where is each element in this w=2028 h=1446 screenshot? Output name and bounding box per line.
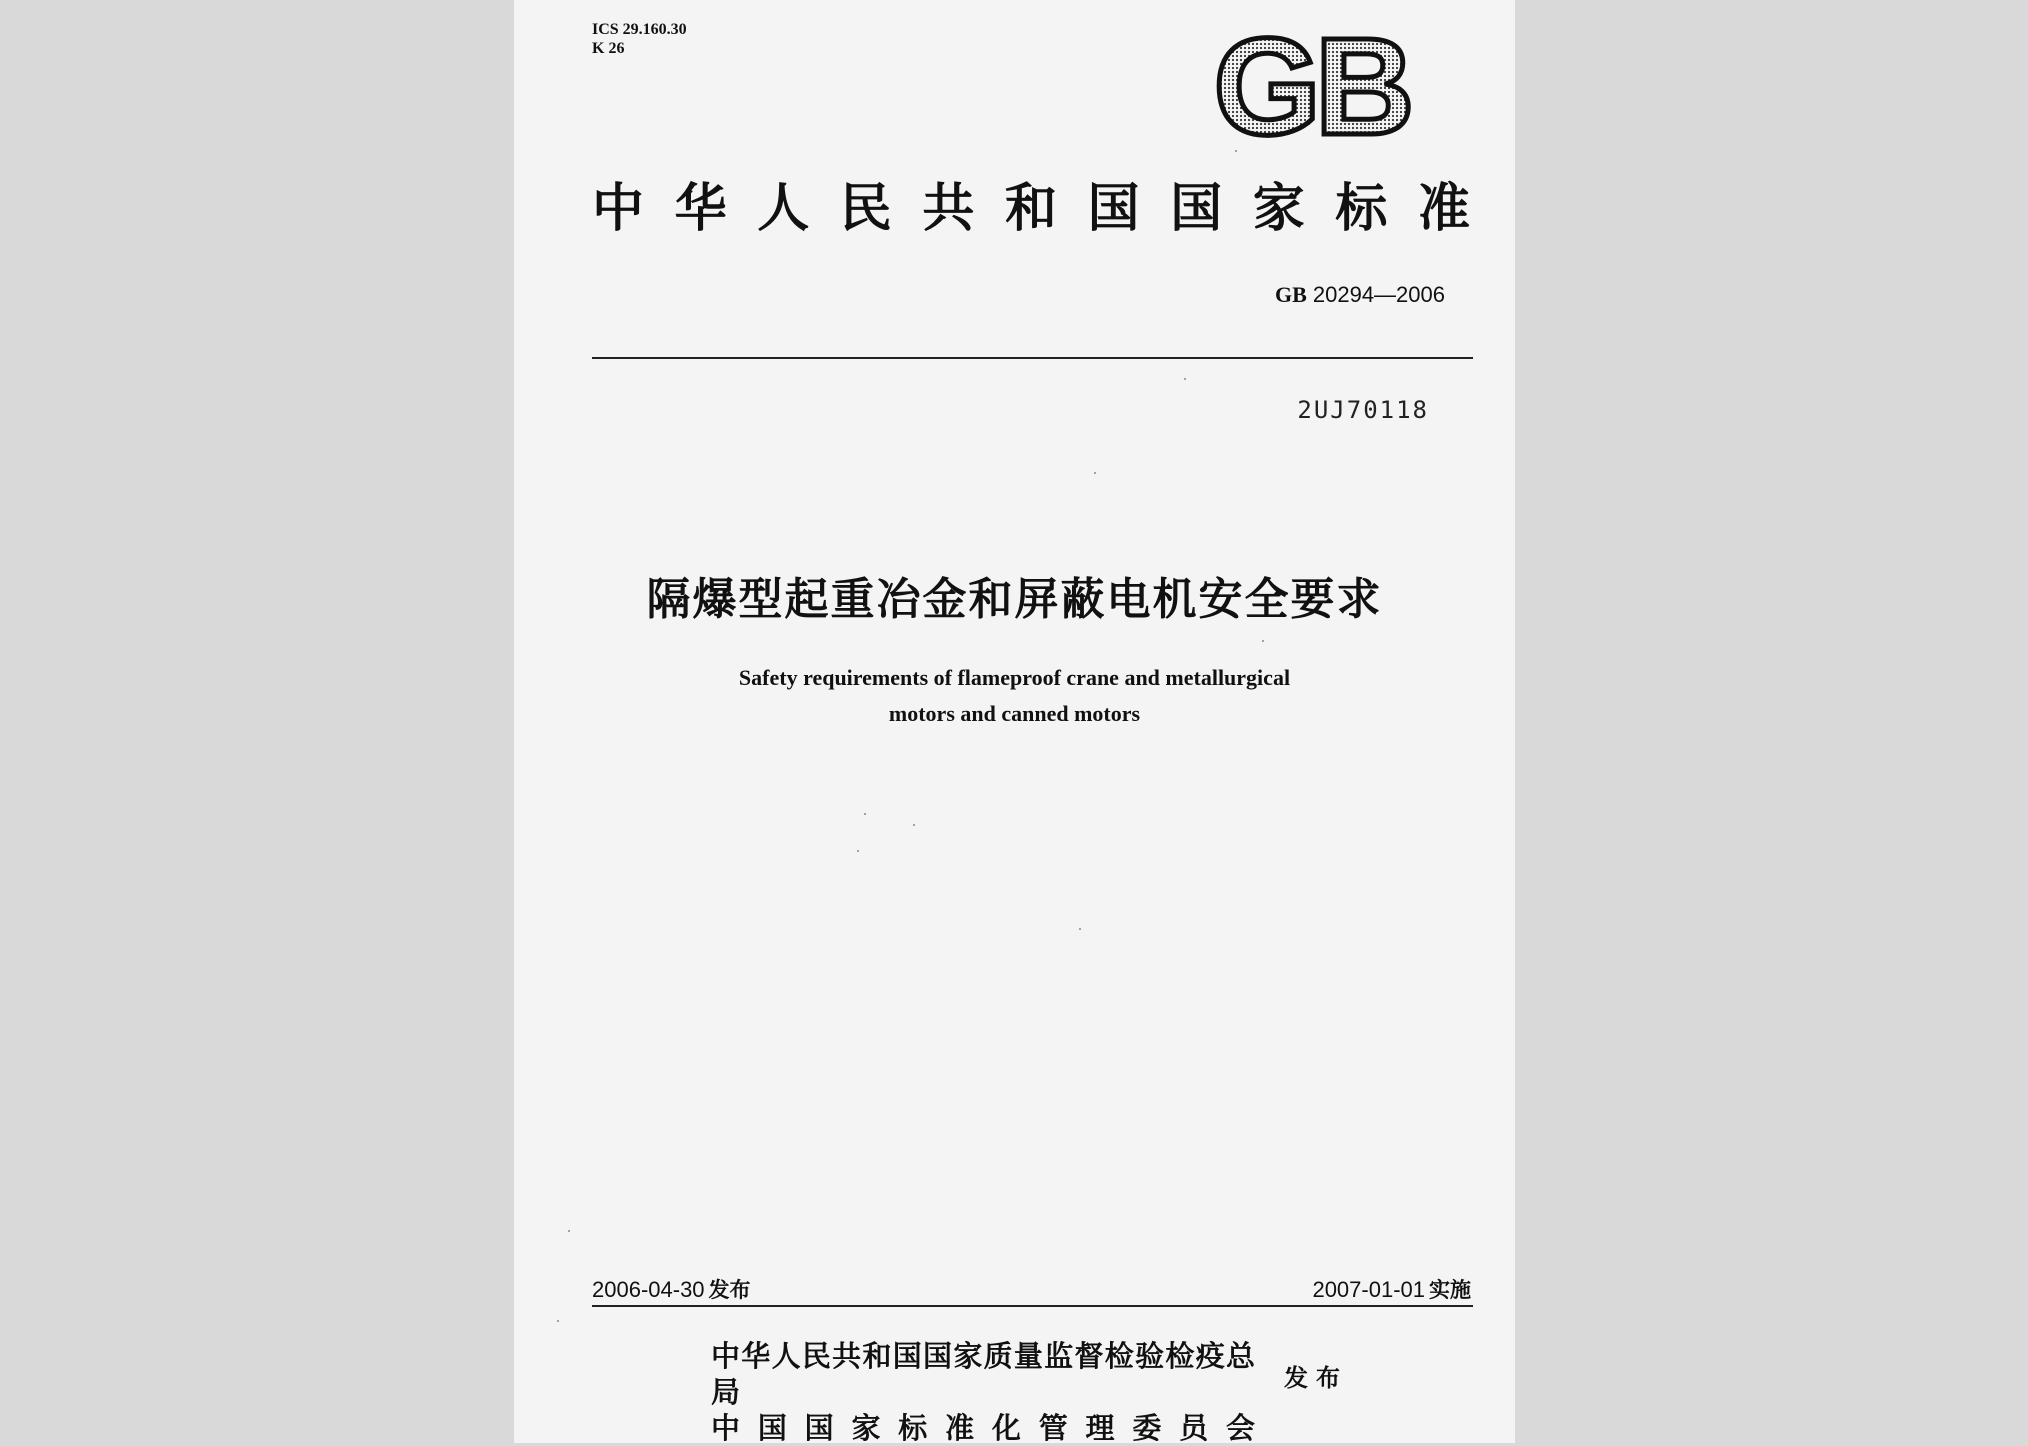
scan-speck xyxy=(1184,378,1186,380)
publisher-sac: 中国国家标准化管理委员会 xyxy=(711,1411,1255,1445)
classification-codes xyxy=(592,20,687,58)
issue-date xyxy=(592,1274,751,1304)
national-standard-title: 中华人民共和国国家标准 xyxy=(592,178,1474,239)
scan-speck xyxy=(857,850,859,852)
publisher-block xyxy=(711,1338,1255,1446)
publish-label: 发布 xyxy=(1284,1363,1348,1392)
gb-logo xyxy=(1199,30,1424,148)
standard-prefix: GB xyxy=(1274,282,1307,307)
english-title-line-2: motors and canned motors xyxy=(888,701,1141,726)
header-divider xyxy=(592,357,1473,359)
scan-speck xyxy=(1079,928,1081,930)
gb-logo-text: GB xyxy=(1213,30,1409,148)
implementation-date xyxy=(1312,1274,1471,1304)
serial-stamp: 2UJ70118 xyxy=(1297,396,1429,424)
scan-speck xyxy=(557,1320,559,1322)
standard-code: 20294—2006 xyxy=(1312,282,1445,307)
scan-speck xyxy=(864,813,866,815)
english-title-line-1: Safety requirements of flameproof crane and metallurgical xyxy=(738,665,1291,690)
document-title-english xyxy=(514,660,1515,732)
standard-number xyxy=(1275,282,1445,308)
issue-label: 发布 xyxy=(708,1278,751,1302)
footer-divider xyxy=(592,1305,1473,1307)
document-page xyxy=(514,0,1515,1443)
ics-code: ICS 29.160.30 xyxy=(592,21,687,38)
issue-date-value: 2006-04-30 xyxy=(592,1277,705,1302)
scan-speck xyxy=(1235,150,1237,152)
scan-speck xyxy=(1094,472,1096,474)
document-title-chinese: 隔爆型起重冶金和屏蔽电机安全要求 xyxy=(646,574,1383,625)
implementation-label: 实施 xyxy=(1429,1278,1471,1302)
scan-speck xyxy=(1262,640,1264,642)
ccs-code: K 26 xyxy=(592,40,625,57)
scan-speck xyxy=(913,824,915,826)
implementation-date-value: 2007-01-01 xyxy=(1312,1277,1425,1302)
scan-speck xyxy=(568,1230,570,1232)
publisher-aqsiq: 中华人民共和国国家质量监督检验检疫总局 xyxy=(711,1339,1255,1409)
